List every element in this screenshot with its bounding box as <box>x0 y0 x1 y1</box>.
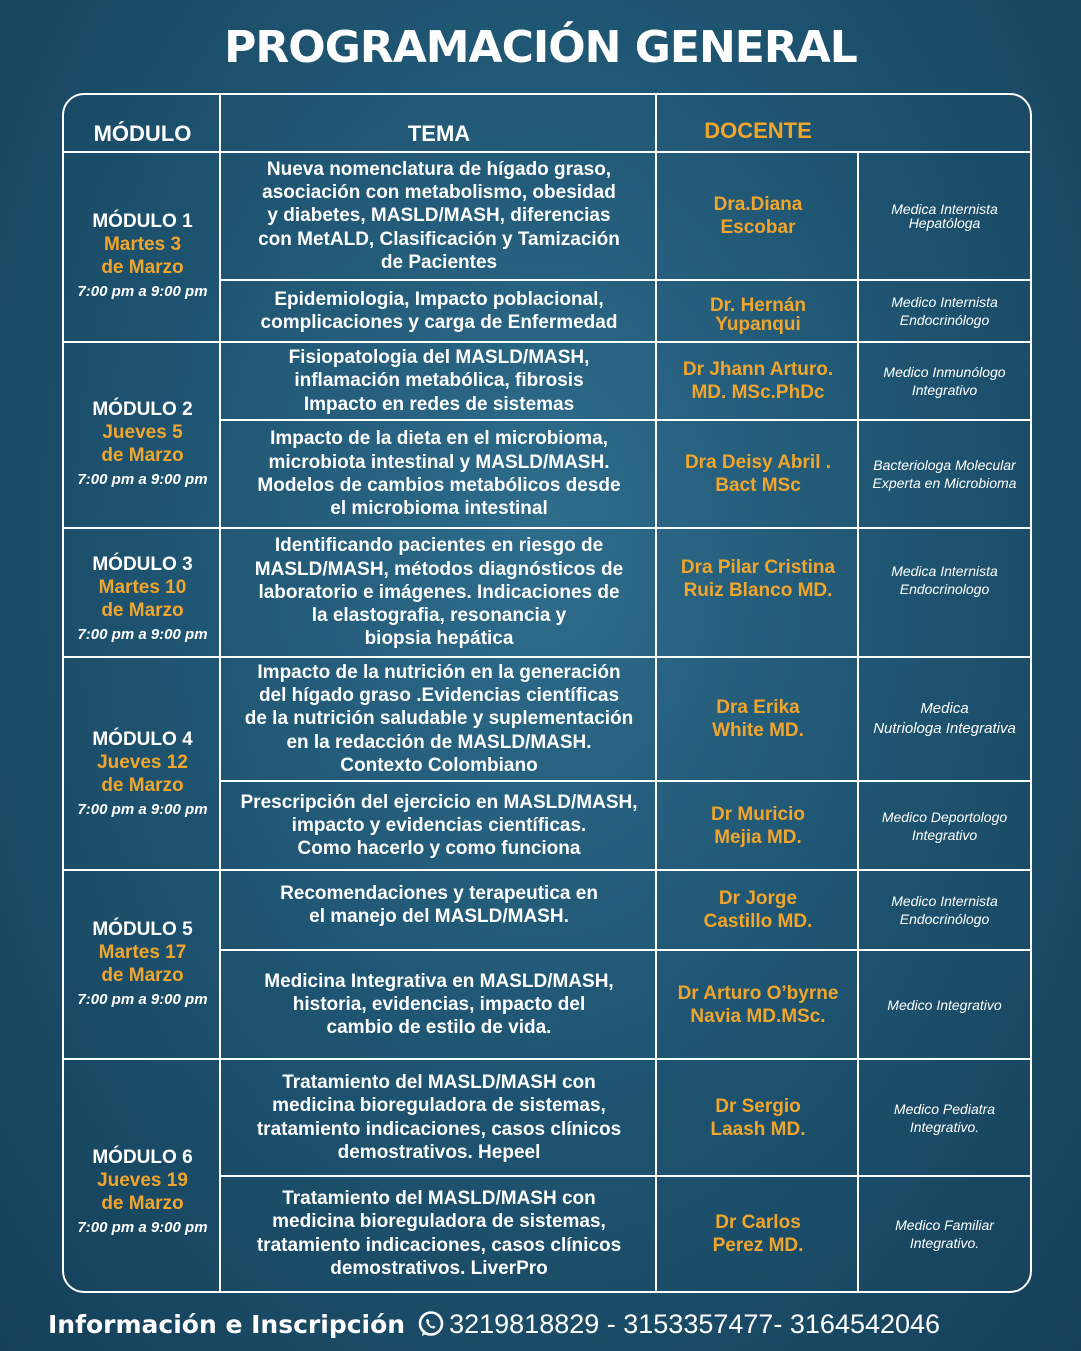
rol-line: Integrativo. <box>909 1234 980 1251</box>
tema-line: la elastografia, resonancia y <box>311 605 567 627</box>
tema-line: inflamación metabólica, fibrosis <box>294 370 584 392</box>
page-title: PROGRAMACIÓN GENERAL <box>224 22 857 73</box>
tema-line: cambio de estilo de vida. <box>326 1017 552 1039</box>
docente-cell-7 <box>657 781 859 870</box>
tema-cell-9 <box>221 950 657 1059</box>
module-name: MÓDULO 3 <box>92 553 193 575</box>
tema-line: microbiota intestinal y MASLD/MASH. <box>268 451 610 473</box>
tema-cell-7 <box>221 781 657 870</box>
module-cell-6 <box>64 1059 221 1291</box>
module-time: 7:00 pm a 9:00 pm <box>77 1219 208 1236</box>
rol-line: Medica <box>920 700 969 717</box>
rol-cell-3 <box>859 342 1030 420</box>
module-time: 7:00 pm a 9:00 pm <box>77 283 208 300</box>
rol-cell-1 <box>859 152 1030 280</box>
docente-line: Dra Erika <box>716 697 800 718</box>
footer-phones[interactable]: 3219818829 - 3153357477- 3164542046 <box>449 1308 941 1339</box>
tema-cell-2 <box>221 280 657 342</box>
docente-line: Navia MD.MSc. <box>690 1005 826 1027</box>
module-cell-1 <box>64 152 221 342</box>
docente-line: Escobar <box>720 217 796 238</box>
tema-line: del hígado graso .Evidencias científicas <box>258 685 620 707</box>
row-divider <box>221 949 1031 951</box>
docente-line: Laash MD. <box>710 1118 806 1140</box>
rol-line: Integrativo. <box>909 1118 980 1135</box>
module-name: MÓDULO 4 <box>92 728 193 750</box>
rol-cell-4 <box>859 420 1030 528</box>
footer <box>48 1302 1058 1346</box>
docente-line: Perez MD. <box>712 1234 804 1256</box>
tema-line: demostrativos. Hepeel <box>337 1141 541 1163</box>
schedule-table <box>62 93 1032 1293</box>
docente-cell-6 <box>657 657 859 781</box>
rol-cell-5 <box>859 528 1030 657</box>
docente-line: Dra.Diana <box>713 194 803 215</box>
tema-cell-1 <box>221 152 657 280</box>
tema-line: Impacto en redes de sistemas <box>303 393 575 415</box>
rol-line: Integrativo <box>911 826 978 843</box>
tema-line: tratamiento indicaciones, casos clínicos <box>256 1118 622 1140</box>
rol-cell-2 <box>859 280 1030 342</box>
tema-cell-3 <box>221 342 657 420</box>
column-divider <box>655 95 657 1291</box>
docente-line: Dra Deisy Abril . <box>684 452 832 473</box>
docente-cell-9 <box>657 950 859 1059</box>
rol-line: Medico Internista <box>891 294 998 310</box>
docente-cell-8 <box>657 870 859 950</box>
rol-line: Medico Deportologo <box>881 808 1008 825</box>
docente-line: Yupanqui <box>715 314 801 335</box>
docente-line: Dr Arturo O’byrne <box>677 982 839 1004</box>
whatsapp-icon <box>417 1310 445 1338</box>
tema-cell-11 <box>221 1176 657 1291</box>
module-day: Martes 10 <box>98 576 187 598</box>
tema-line: medicina bioreguladora de sistemas, <box>272 1211 606 1233</box>
tema-line: Impacto de la nutrición en la generación <box>257 661 621 683</box>
tema-line: biopsia hepática <box>364 628 514 650</box>
tema-cell-10 <box>221 1059 657 1176</box>
tema-line: MASLD/MASH, métodos diagnósticos de <box>254 558 624 580</box>
row-divider <box>64 869 1030 871</box>
tema-line: Como hacerlo y como funciona <box>297 838 581 860</box>
docente-line: MD. MSc.PhDc <box>691 382 825 403</box>
tema-line: Tratamiento del MASLD/MASH con <box>282 1071 596 1093</box>
module-time: 7:00 pm a 9:00 pm <box>77 471 208 488</box>
module-cell-3 <box>64 528 221 657</box>
rol-cell-10 <box>859 1059 1030 1176</box>
row-divider <box>221 279 1031 281</box>
tema-line: impacto y evidencias científicas. <box>291 814 587 836</box>
module-name: MÓDULO 1 <box>92 211 193 232</box>
rol-line: Bacteriologa Molecular <box>873 457 1016 473</box>
footer-label: Información e Inscripción <box>48 1309 406 1339</box>
tema-line: Fisiopatologia del MASLD/MASH, <box>288 347 590 369</box>
tema-line: complicaciones y carga de Enfermedad <box>260 312 618 333</box>
docente-cell-11 <box>657 1176 859 1291</box>
tema-cell-6 <box>221 657 657 781</box>
tema-line: Medicina Integrativa en MASLD/MASH, <box>264 970 614 992</box>
header-modulo: MÓDULO <box>93 120 192 146</box>
rol-cell-9 <box>859 950 1030 1059</box>
row-divider <box>221 419 1031 421</box>
module-day: Jueves 19 <box>97 1170 188 1191</box>
docente-line: Mejia MD. <box>714 826 802 848</box>
docente-line: Dr Carlos <box>715 1211 801 1233</box>
rol-line: Medico Familiar <box>895 1216 994 1233</box>
tema-line: historia, evidencias, impacto del <box>292 993 586 1015</box>
column-divider <box>219 95 221 1291</box>
tema-line: el microbioma intestinal <box>330 498 548 520</box>
row-divider <box>221 1175 1031 1177</box>
tema-cell-4 <box>221 420 657 528</box>
module-time: 7:00 pm a 9:00 pm <box>77 990 208 1008</box>
tema-line: asociación con metabolismo, obesidad <box>262 182 616 204</box>
docente-line: Castillo MD. <box>703 911 813 932</box>
rol-line: Experta en Microbioma <box>872 475 1017 491</box>
tema-line: en la redacción de MASLD/MASH. <box>286 731 592 753</box>
rol-line: Hepatóloga <box>908 215 981 231</box>
docente-cell-5 <box>657 528 859 657</box>
row-divider <box>221 780 1031 782</box>
docente-cell-10 <box>657 1059 859 1176</box>
docente-line: Dr Jorge <box>718 888 798 909</box>
tema-line: Nueva nomenclatura de hígado graso, <box>266 158 612 180</box>
docente-line: Dr Muricio <box>711 803 805 825</box>
docente-line: White MD. <box>712 720 804 741</box>
tema-cell-8 <box>221 870 657 950</box>
tema-line: demostrativos. LiverPro <box>330 1257 548 1279</box>
docente-line: Bact MSc <box>715 475 801 496</box>
rol-line: Integrativo <box>911 382 978 398</box>
row-divider <box>64 656 1030 658</box>
rol-line: Medica Internista <box>891 201 998 217</box>
rol-cell-6 <box>859 657 1030 781</box>
module-name: MÓDULO 2 <box>92 399 193 420</box>
module-cell-2 <box>64 342 221 528</box>
row-divider <box>64 151 1030 153</box>
module-cell-5 <box>64 870 221 1059</box>
tema-line: Tratamiento del MASLD/MASH con <box>282 1187 596 1209</box>
header-tema: TEMA <box>407 120 471 146</box>
module-day: Jueves 12 <box>97 751 188 773</box>
docente-line: Ruiz Blanco MD. <box>683 580 833 601</box>
rol-cell-7 <box>859 781 1030 870</box>
tema-line: medicina bioreguladora de sistemas, <box>272 1095 606 1117</box>
tema-line: laboratorio e imágenes. Indicaciones de <box>258 581 620 603</box>
module-time: 7:00 pm a 9:00 pm <box>77 625 208 643</box>
tema-line: Modelos de cambios metabólicos desde <box>257 475 621 496</box>
docente-cell-2 <box>657 280 859 342</box>
docente-cell-1 <box>657 152 859 280</box>
tema-line: con MetALD, Clasificación y Tamización <box>258 228 620 250</box>
rol-line: Endocrinólogo <box>899 312 990 328</box>
tema-line: de Pacientes <box>380 251 498 273</box>
rol-line: Medico Pediatra <box>893 1100 996 1117</box>
tema-line: Contexto Colombiano <box>340 754 538 776</box>
module-name: MÓDULO 6 <box>92 1147 193 1168</box>
rol-line: Endocrinologo <box>899 581 990 597</box>
tema-line: Impacto de la dieta en el microbioma, <box>270 428 608 450</box>
docente-line: Dra Pilar Cristina <box>680 557 836 578</box>
module-month: de Marzo <box>101 774 184 796</box>
module-month: de Marzo <box>101 445 184 466</box>
module-day: Martes 17 <box>98 941 187 963</box>
tema-line: tratamiento indicaciones, casos clínicos <box>256 1234 622 1256</box>
tema-line: Identificando pacientes en riesgo de <box>274 535 604 557</box>
rol-line: Medico Integrativo <box>887 996 1002 1013</box>
docente-line: Dr Sergio <box>715 1095 801 1117</box>
tema-line: Recomendaciones y terapeutica en <box>280 883 598 904</box>
row-divider <box>64 1058 1030 1060</box>
docente-line: Dr. Hernán <box>709 295 807 316</box>
module-time: 7:00 pm a 9:00 pm <box>77 800 208 818</box>
module-month: de Marzo <box>101 599 184 621</box>
module-cell-4 <box>64 657 221 870</box>
module-month: de Marzo <box>101 964 184 986</box>
tema-line: Prescripción del ejercicio en MASLD/MASH, <box>240 791 638 813</box>
module-name: MÓDULO 5 <box>92 918 193 940</box>
tema-cell-5 <box>221 528 657 657</box>
rol-line: Medica Internista <box>891 563 998 579</box>
docente-cell-4 <box>657 420 859 528</box>
header-docente: DOCENTE <box>704 117 812 143</box>
module-month: de Marzo <box>101 257 184 278</box>
module-day: Jueves 5 <box>102 422 183 443</box>
module-day: Martes 3 <box>103 234 182 255</box>
rol-line: Nutriologa Integrativa <box>873 720 1016 737</box>
tema-line: el manejo del MASLD/MASH. <box>309 906 569 928</box>
column-divider <box>857 152 859 1291</box>
docente-cell-3 <box>657 342 859 420</box>
rol-line: Endocrinólogo <box>899 911 990 927</box>
row-divider <box>64 341 1030 343</box>
module-month: de Marzo <box>101 1193 184 1214</box>
tema-line: y diabetes, MASLD/MASH, diferencias <box>267 205 611 227</box>
row-divider <box>64 527 1030 529</box>
tema-line: de la nutrición saludable y suplementación <box>244 708 634 730</box>
docente-line: Dr Jhann Arturo. <box>682 359 834 380</box>
rol-line: Medico Inmunólogo <box>883 364 1006 380</box>
tema-line: Epidemiologia, Impacto poblacional, <box>274 288 604 310</box>
rol-line: Medico Internista <box>891 893 998 909</box>
rol-cell-8 <box>859 870 1030 950</box>
rol-cell-11 <box>859 1176 1030 1291</box>
